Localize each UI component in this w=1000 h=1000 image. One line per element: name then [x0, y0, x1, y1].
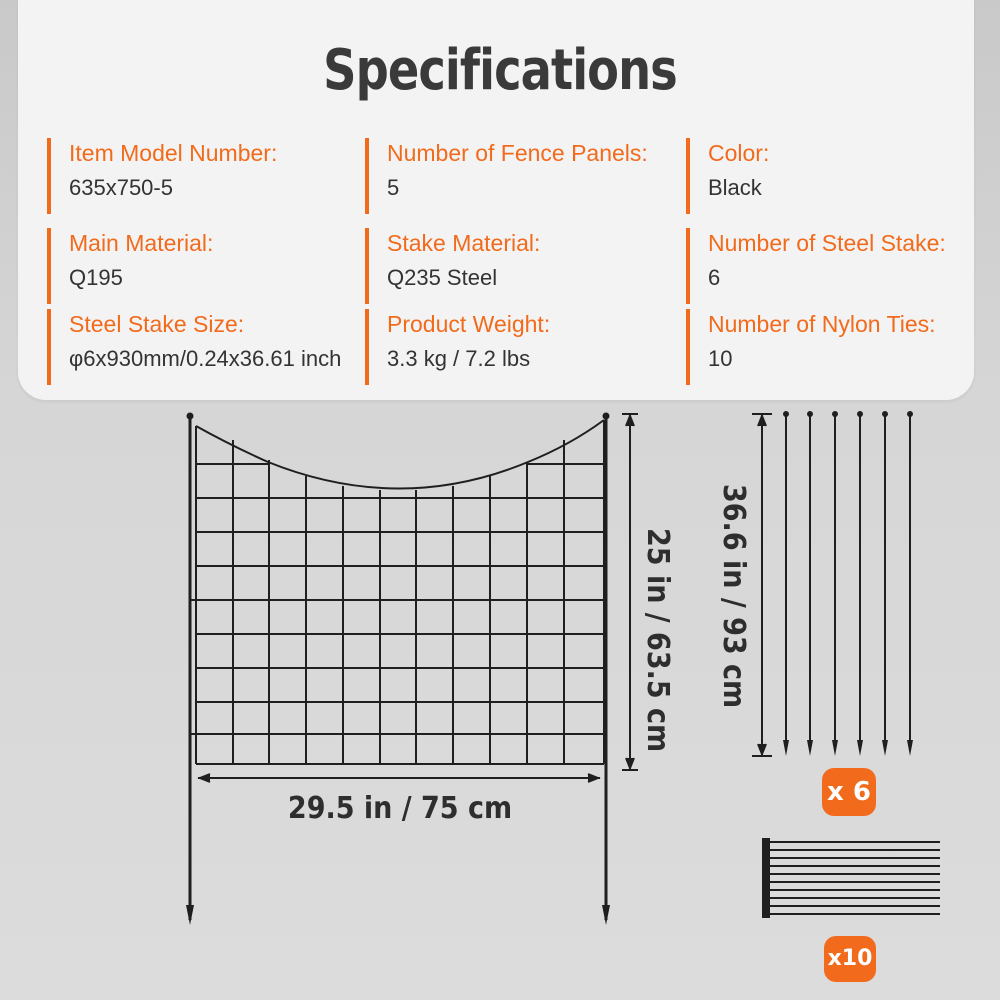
spec-value: Q195 — [69, 265, 123, 290]
spec-value: Q235 Steel — [387, 265, 498, 290]
fence-top-arch — [196, 420, 604, 489]
spec-label: Color: — [708, 140, 770, 166]
nylon-ties — [768, 842, 940, 914]
panel-width-label: 29.5 in / 75 cm — [287, 791, 513, 826]
spec-value: 10 — [708, 346, 733, 371]
spec-label: Number of Fence Panels: — [387, 140, 648, 166]
steel-stakes — [786, 416, 910, 748]
spec-value: 5 — [387, 175, 400, 200]
height-dimension-line — [622, 414, 638, 770]
spec-value: 635x750-5 — [69, 175, 173, 200]
spec-label: Stake Material: — [387, 230, 541, 256]
stake-dimension-line — [752, 414, 772, 756]
stake-length-label: 36.6 in / 93 cm — [716, 484, 751, 709]
width-dimension-line — [198, 774, 600, 782]
spec-value: Black — [708, 175, 762, 200]
panel-height-label: 25 in / 63.5 cm — [640, 528, 675, 753]
spec-label: Product Weight: — [387, 311, 551, 337]
fence-grid — [190, 420, 606, 764]
spec-value: 3.3 kg / 7.2 lbs — [387, 346, 531, 371]
spec-label: Number of Steel Stake: — [708, 230, 946, 256]
post-cap-right — [603, 413, 609, 419]
spec-value: φ6x930mm/0.24x36.61 inch — [69, 346, 342, 371]
tie-quantity-badge: x10 — [824, 936, 876, 982]
spec-value: 6 — [708, 265, 721, 290]
spec-label: Item Model Number: — [69, 140, 278, 166]
page-title: Specifications — [323, 38, 677, 103]
spec-label: Steel Stake Size: — [69, 311, 245, 337]
post-cap-left — [187, 413, 193, 419]
spec-label: Main Material: — [69, 230, 214, 256]
stake-quantity-badge: x 6 — [822, 768, 876, 816]
spec-label: Number of Nylon Ties: — [708, 311, 936, 337]
